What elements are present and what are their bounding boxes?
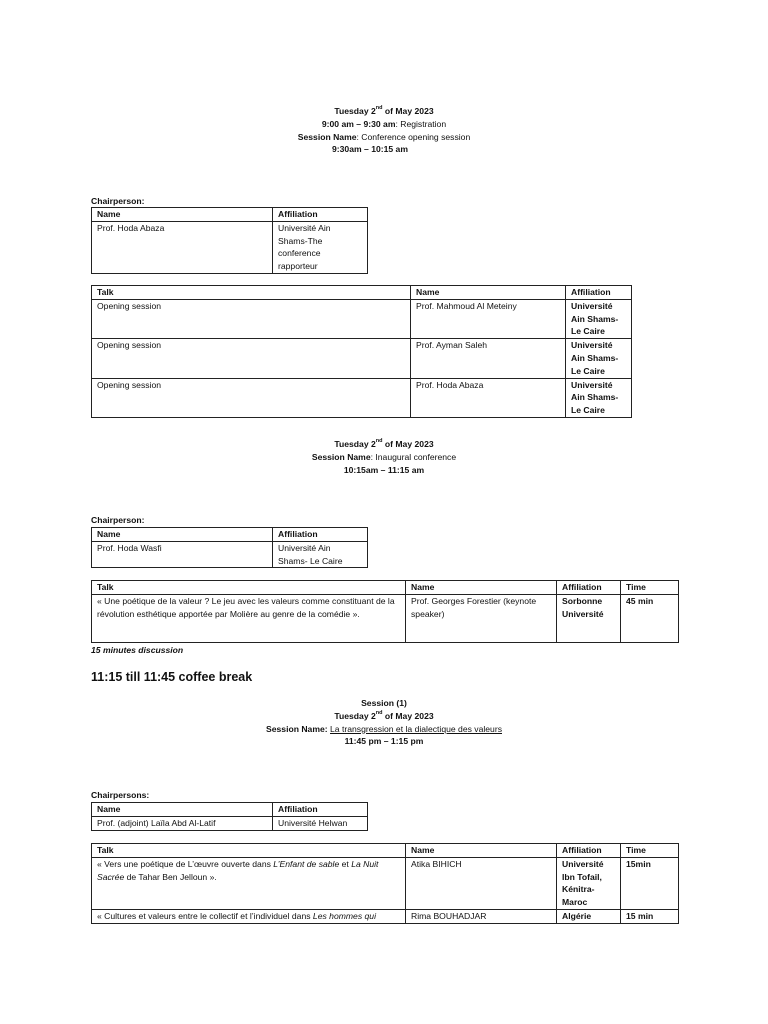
chairperson-table <box>91 527 368 568</box>
chair-name: Prof. Hoda Wasfi <box>92 541 273 568</box>
speaker-affiliation: Algérie <box>557 909 621 923</box>
session-date: Tuesday 2nd of May 2023 <box>334 709 434 721</box>
table-row <box>92 909 679 923</box>
col-header-name: Name <box>92 208 273 222</box>
speaker-affiliation: Université Ain Shams-Le Caire <box>566 339 632 378</box>
chair-affiliation: Université Ain Shams- Le Caire <box>273 541 368 568</box>
session-name-line: Session Name: Inaugural conference <box>311 451 457 462</box>
session-time: 10:15am – 11:15 am <box>343 464 425 475</box>
speaker-name: Prof. Mahmoud Al Meteiny <box>411 299 566 338</box>
talks-table-session-1 <box>91 843 679 924</box>
table-row <box>92 541 368 568</box>
registration-line: 9:00 am – 9:30 am: Registration <box>321 118 447 129</box>
table-row <box>92 816 368 830</box>
col-header-affiliation: Affiliation <box>273 208 368 222</box>
talk-title: Opening session <box>92 299 411 338</box>
table-row <box>92 339 632 378</box>
col-header-name: Name <box>406 844 557 858</box>
talk-duration: 15min <box>621 857 679 909</box>
speaker-affiliation: Université Ain Shams-Le Caire <box>566 299 632 338</box>
speaker-name: Prof. Hoda Abaza <box>411 378 566 417</box>
col-header-name: Name <box>92 528 273 542</box>
chair-affiliation: Université Ain Shams-The conference rapporteur <box>273 221 368 273</box>
session-time: 11:45 pm – 1:15 pm <box>344 736 424 747</box>
col-header-affiliation: Affiliation <box>273 528 368 542</box>
speaker-name: Prof. Ayman Saleh <box>411 339 566 378</box>
talk-title: « Cultures et valeurs entre le collectif et l’individuel dans Les hommes qui <box>92 909 406 923</box>
speaker-affiliation: Sorbonne Université <box>557 594 621 642</box>
chair-affiliation: Université Helwan <box>273 816 368 830</box>
speaker-name: Prof. Georges Forestier (keynote speaker) <box>406 594 557 642</box>
talk-title: « Une poétique de la valeur ? Le jeu avec les valeurs comme constituant de la révolution esthétique apportée par Molière au genre de la comédie ». <box>92 594 406 642</box>
col-header-time: Time <box>621 581 679 595</box>
session-number: Session (1) <box>361 698 407 708</box>
session-name-line: Session Name: Conference opening session <box>297 131 471 142</box>
col-header-time: Time <box>621 844 679 858</box>
table-row <box>92 857 679 909</box>
speaker-name: Atika BIHICH <box>406 857 557 909</box>
discussion-note: 15 minutes discussion <box>91 645 184 655</box>
speaker-affiliation: Université Ibn Tofail, Kénitra-Maroc <box>557 857 621 909</box>
session-header-inaugural <box>0 438 768 476</box>
coffee-break-heading: 11:15 till 11:45 coffee break <box>91 670 253 684</box>
col-header-talk: Talk <box>92 581 406 595</box>
col-header-name: Name <box>92 803 273 817</box>
talk-title: Opening session <box>92 339 411 378</box>
talk-duration: 15 min <box>621 909 679 923</box>
col-header-talk: Talk <box>92 844 406 858</box>
session-date: Tuesday 2nd of May 2023 <box>334 438 434 449</box>
session-name-line: Session Name: La transgression et la dialectique des valeurs <box>266 723 502 734</box>
chair-name: Prof. Hoda Abaza <box>92 221 273 273</box>
chairperson-label: Chairperson: <box>91 515 145 525</box>
col-header-affiliation: Affiliation <box>557 581 621 595</box>
speaker-affiliation: Université Ain Shams-Le Caire <box>566 378 632 417</box>
talk-title: « Vers une poétique de L’œuvre ouverte dans L’Enfant de sable et La Nuit Sacrée de Tahar Ben Jelloun ». <box>92 857 406 909</box>
session-time: 9:30am – 10:15 am <box>332 144 408 155</box>
table-row <box>92 378 632 417</box>
col-header-affiliation: Affiliation <box>273 803 368 817</box>
table-row <box>92 221 368 273</box>
col-header-name: Name <box>411 286 566 300</box>
speaker-name: Rima BOUHADJAR <box>406 909 557 923</box>
chair-name: Prof. (adjoint) Laïla Abd Al-Latif <box>92 816 273 830</box>
col-header-talk: Talk <box>92 286 411 300</box>
chairpersons-label: Chairpersons: <box>91 790 150 800</box>
session-header-opening <box>0 105 768 156</box>
session-header-session-1 <box>0 697 768 748</box>
table-row <box>92 299 632 338</box>
chairperson-table <box>91 207 368 274</box>
col-header-affiliation: Affiliation <box>557 844 621 858</box>
talks-table-inaugural <box>91 580 679 643</box>
chairperson-label: Chairperson: <box>91 196 145 206</box>
chairperson-table <box>91 802 368 831</box>
session-date: Tuesday 2nd of May 2023 <box>334 105 434 116</box>
talk-title: Opening session <box>92 378 411 417</box>
talks-table-opening <box>91 285 632 418</box>
talk-duration: 45 min <box>621 594 679 642</box>
col-header-affiliation: Affiliation <box>566 286 632 300</box>
table-row <box>92 594 679 642</box>
col-header-name: Name <box>406 581 557 595</box>
